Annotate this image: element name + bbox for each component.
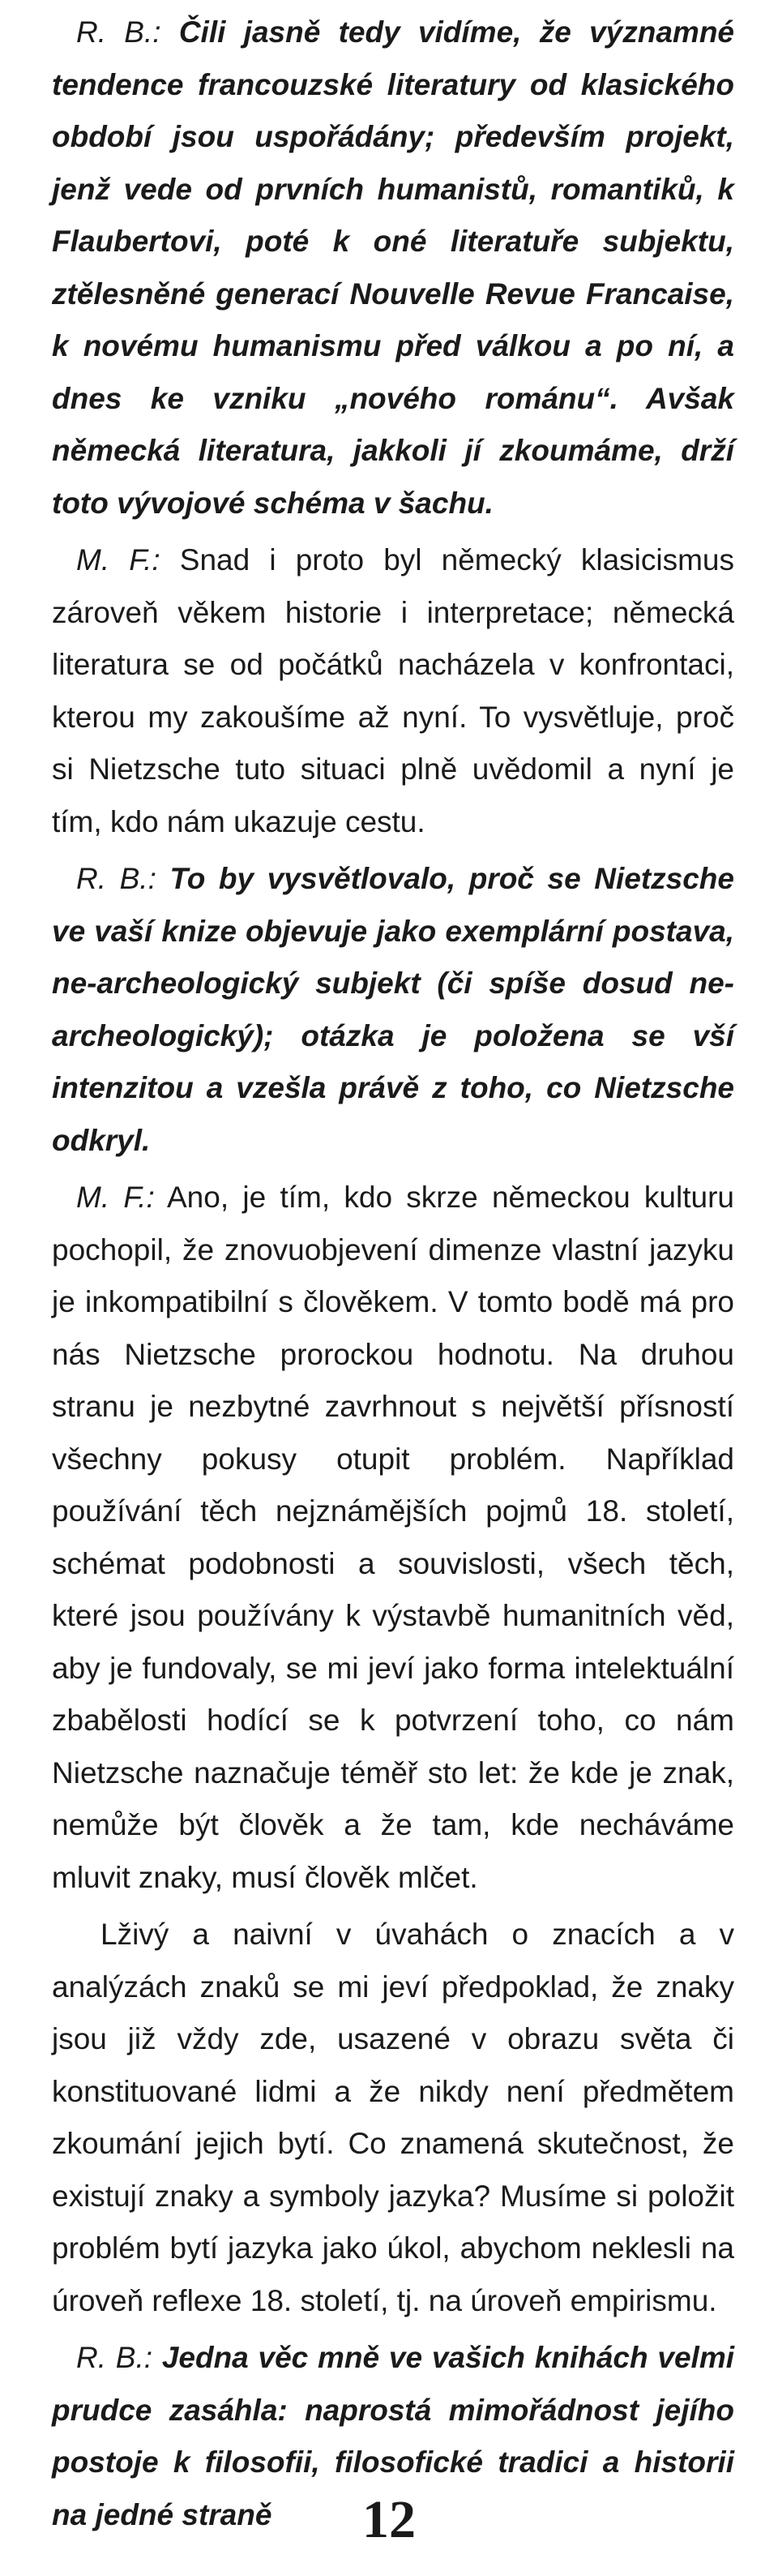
speaker-label: M. F.:	[76, 1181, 155, 1214]
paragraph-text: Snad i proto byl německý klasicismus zároveň věkem historie i interpretace; německá literatura se od počátků nacházela v konfrontaci, kterou my zakoušíme až nyní. To vysvětluje, proč si Nietzsche tuto situaci plně uvědomil a nyní je tím, kdo nám ukazuje cestu.	[52, 543, 734, 838]
speaker-label: R. B.:	[76, 2341, 153, 2374]
paragraph-rb-1	[52, 6, 734, 529]
speaker-label: R. B.:	[76, 862, 156, 895]
paragraph-mf-1	[52, 534, 734, 848]
speaker-label: M. F.:	[76, 543, 160, 576]
paragraph-text: To by vysvětlovalo, proč se Nietzsche ve vaší knize objevuje jako exemplární postava, ne-archeologický subjekt (či spíše dosud ne-archeologický); otázka je položena se vší intenzitou a vzešla právě z toho, co Nietzsche odkryl.	[52, 862, 734, 1157]
paragraph-mf-2	[52, 1172, 734, 1904]
paragraph-text: Jedna věc mně ve vašich knihách velmi prudce zasáhla: naprostá mimořádnost jejího postoje k filosofii, filosofické tradici a historii na jedné straně	[52, 2341, 735, 2531]
paragraph-rb-2	[52, 853, 734, 1167]
paragraph-text: Lživý a naivní v úvahách o znacích a v analýzách znaků se mi jeví předpoklad, že znaky jsou již vždy zde, usazené v obrazu světa či konstituované lidmi a že nikdy není předmětem zkoumání jejich bytí. Co znamená skutečnost, že existují znaky a symboly jazyka? Musíme si položit problém bytí jazyka jako úkol, abychom neklesli na úroveň reflexe 18. století, tj. na úroveň empirismu.	[52, 1918, 734, 2317]
page-number: 12	[362, 2490, 416, 2549]
paragraph-text: Čili jasně tedy vidíme, že významné tendence francouzské literatury od klasického období jsou uspořádány; především projekt, jenž vede od prvních humanistů, romantiků, k Flaubertovi, poté k oné literatuře subjektu, ztělesněné generací Nouvelle Revue Francaise, k novému humanismu před válkou a po ní, a dnes ke vzniku „nového románu“. Avšak německá literatura, jakkoli jí zkoumáme, drží toto vývojové schéma v šachu.	[52, 15, 734, 520]
paragraph-text: Ano, je tím, kdo skrze německou kulturu pochopil, že znovuobjevení dimenze vlastní jazyku je inkompatibilní s člověkem. V tomto bodě má pro nás Nietzsche prorockou hodnotu. Na druhou stranu je nezbytné zavrhnout s největší přísností všechny pokusy otupit problém. Například používání těch nejznámějších pojmů 18. století, schémat podobnosti a souvislosti, všech těch, které jsou používány k výstavbě humanitních věd, aby je fundovaly, se mi jeví jako forma intelektuální zbabělosti hodící se k potvrzení toho, co nám Nietzsche naznačuje téměř sto let: že kde je znak, nemůže být člověk a že tam, kde necháváme mluvit znaky, musí člověk mlčet.	[52, 1181, 734, 1894]
article-body	[52, 6, 734, 2546]
paragraph-mf-3	[52, 1909, 734, 2327]
speaker-label: R. B.:	[76, 15, 161, 49]
